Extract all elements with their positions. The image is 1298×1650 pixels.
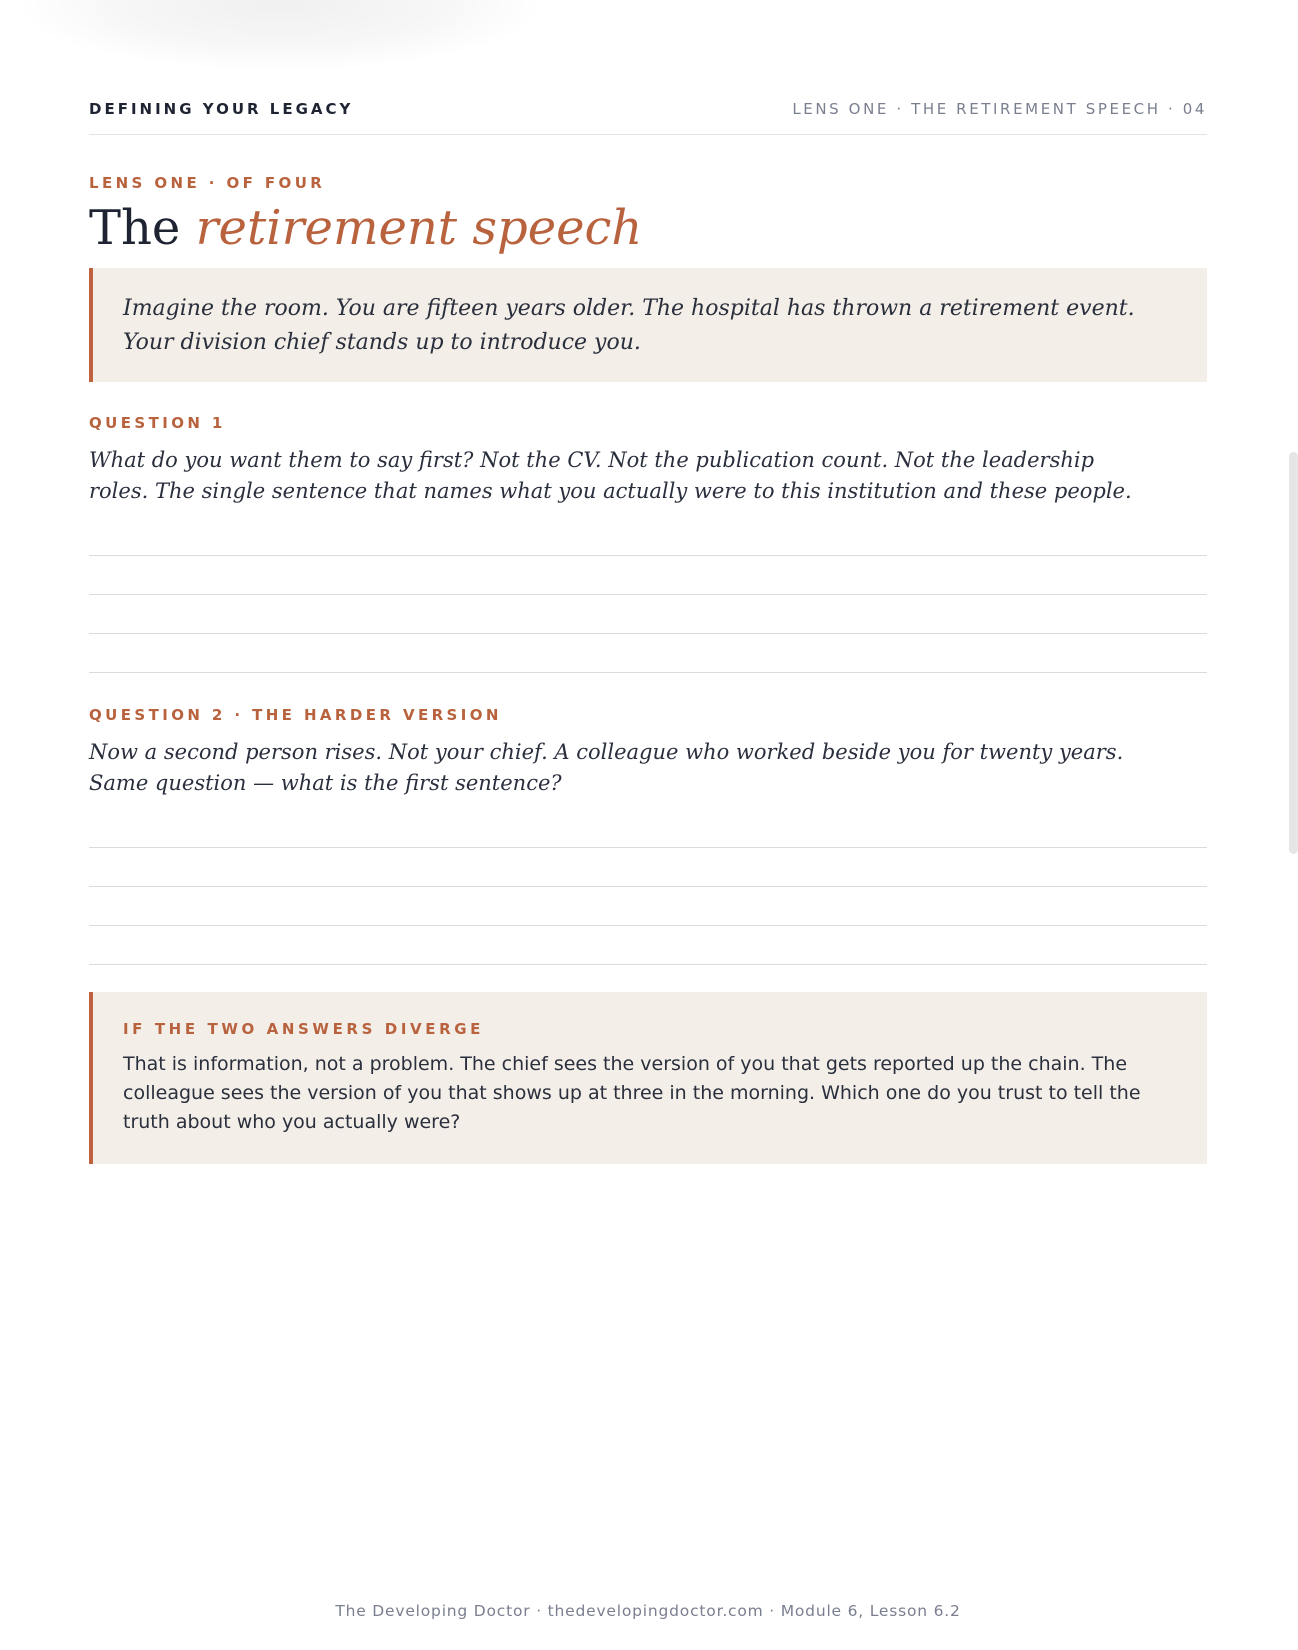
question-1-line: What do you want them to say first? Not the CV. Not the publication count. Not the leadership — [89, 448, 1095, 472]
question-2-text — [89, 737, 1207, 799]
question-2-line: Now a second person rises. Not your chief. A colleague who worked beside you for twenty years. — [89, 740, 1124, 764]
question-1-line: roles. The single sentence that names what you actually were to this institution and these people. — [89, 479, 1132, 503]
answer-line[interactable] — [89, 847, 1207, 848]
question-1-label: QUESTION 1 — [89, 414, 226, 432]
running-header — [89, 100, 1207, 135]
divergence-note — [89, 992, 1207, 1164]
answer-line[interactable] — [89, 594, 1207, 595]
section-page-label: LENS ONE · THE RETIREMENT SPEECH · 04 — [792, 100, 1207, 118]
page-title-plain: The — [89, 200, 181, 256]
page-footer: The Developing Doctor · thedevelopingdoctor.com · Module 6, Lesson 6.2 — [335, 1602, 961, 1620]
note-title: IF THE TWO ANSWERS DIVERGE — [123, 1020, 484, 1038]
answer-line[interactable] — [89, 925, 1207, 926]
answer-line[interactable] — [89, 633, 1207, 634]
answer-line[interactable] — [89, 672, 1207, 673]
answer-line[interactable] — [89, 555, 1207, 556]
page-title — [89, 198, 642, 258]
question-2 — [89, 706, 1207, 799]
question-1 — [89, 414, 1207, 507]
page-title-accent: retirement speech — [195, 200, 643, 256]
note-text: That is information, not a problem. The chief sees the version of you that gets reported up the chain. The colleague sees the version of you that shows up at three in the morning. Which one do you trust to tell the truth about who you actually were? — [123, 1053, 1141, 1133]
answer-line[interactable] — [89, 886, 1207, 887]
top-shadow — [20, 0, 540, 70]
answer-line[interactable] — [89, 964, 1207, 965]
document-title: DEFINING YOUR LEGACY — [89, 100, 354, 118]
question-2-line: Same question — what is the first sentence? — [89, 771, 562, 795]
intro-callout — [89, 268, 1207, 382]
question-1-text — [89, 445, 1207, 507]
lens-eyebrow: LENS ONE · OF FOUR — [89, 174, 326, 192]
intro-text: Imagine the room. You are fifteen years older. The hospital has thrown a retirement event. Your division chief stands up to introduce you. — [123, 296, 1135, 355]
question-2-label: QUESTION 2 · THE HARDER VERSION — [89, 706, 502, 724]
scrollbar[interactable] — [1289, 452, 1298, 854]
